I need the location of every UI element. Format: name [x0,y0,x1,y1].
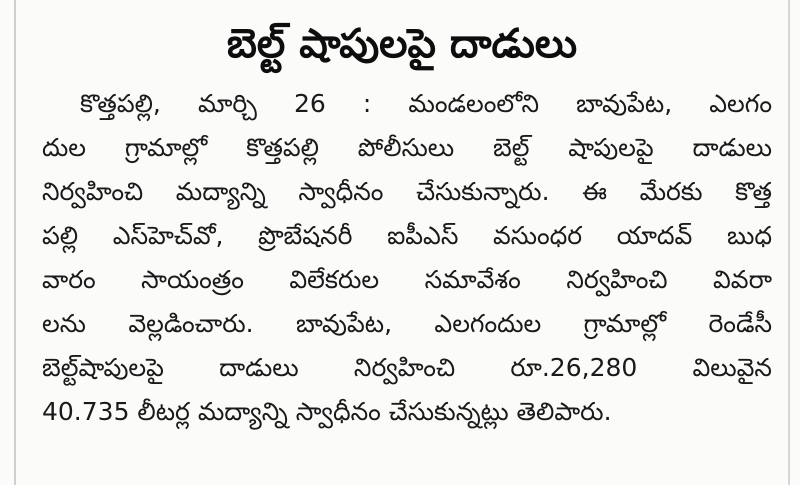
article-line: పల్లి ఎస్‌హెచ్‌వో, ప్రొబేషనరీ ఐపీఎస్‌ వసుంధర యాదవ్‌ బుధ [42,221,772,250]
article-line: లను వెల్లడించారు. బావుపేట, ఎలగందుల గ్రామాల్లో రెండేసీ [42,309,772,338]
article-headline: బెల్ట్‌ షాపులపై దాడులు [226,21,578,67]
article-line: నిర్వహించి మద్యాన్ని స్వాధీనం చేసుకున్నారు. ఈ మేరకు కొత్త [42,177,772,206]
column-divider-left [14,0,16,485]
article-body [42,82,772,434]
article-line: కొత్తపల్లి, మార్చి 26 : మండలంలోని బావుపేట, ఎలగం [80,89,772,118]
article-line: బెల్ట్‌షాపులపై దాడులు నిర్వహించి రూ.26,280 విలువైన [42,353,772,382]
column-divider-right [788,0,790,485]
article-line: 40.735 లీటర్ల మద్యాన్ని స్వాధీనం చేసుకున్నట్లు తెలిపారు. [42,397,612,426]
article-line: వారం సాయంత్రం విలేకరుల సమావేశం నిర్వహించి వివరా [42,265,772,294]
article-line: దుల గ్రామాల్లో కొత్తపల్లి పోలీసులు బెల్ట్‌ షాపులపై దాడులు [42,133,772,162]
